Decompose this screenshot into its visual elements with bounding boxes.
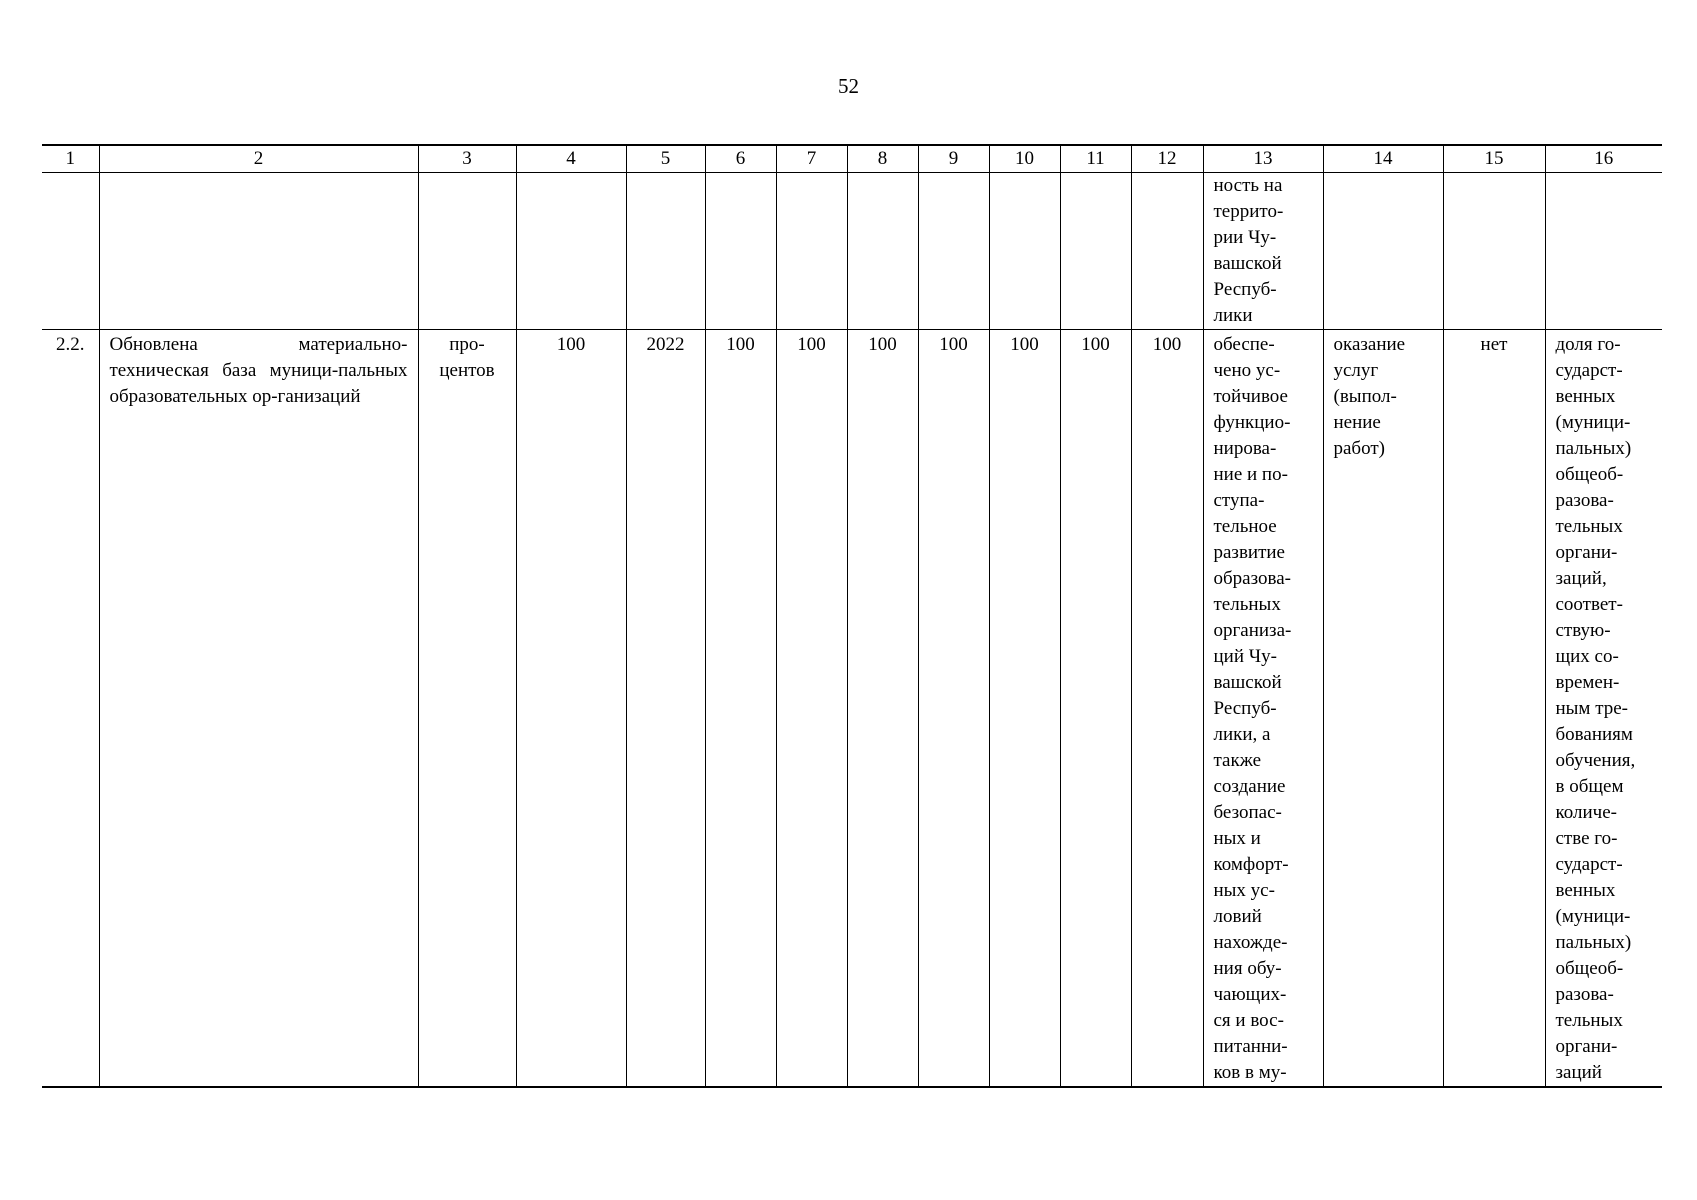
service-type-cell: оказание услуг (выпол- нение работ) bbox=[1323, 330, 1443, 1088]
column-header: 10 bbox=[989, 145, 1060, 173]
table-cell bbox=[1443, 173, 1545, 330]
page-number: 52 bbox=[838, 74, 859, 98]
table-cell bbox=[99, 173, 418, 330]
unit-cell: про- центов bbox=[418, 330, 516, 1088]
value-cell: 100 bbox=[989, 330, 1060, 1088]
column-header: 2 bbox=[99, 145, 418, 173]
table-row bbox=[42, 330, 1662, 1088]
result-description: обеспе- чено ус- тойчивое функцио- нирова- ние и по- ступа- тельное развитие образова- тельных организа- ций Чу- вашской Респуб- лики, а также создание безопас- ных и комфорт- ных ус- ловий нахожде- ния обу- чающих- ся и вос- питанни- ков в му- bbox=[1203, 330, 1323, 1088]
value-cell: 100 bbox=[1060, 330, 1131, 1088]
column-header: 9 bbox=[918, 145, 989, 173]
value-cell: 100 bbox=[918, 330, 989, 1088]
row-title: Обновлена материально-техническая база муници-пальных образовательных ор-ганизаций bbox=[99, 330, 418, 1088]
table-cell bbox=[705, 173, 776, 330]
table-cell bbox=[1131, 173, 1203, 330]
table-cell bbox=[418, 173, 516, 330]
table-cell bbox=[918, 173, 989, 330]
column-header: 15 bbox=[1443, 145, 1545, 173]
table-cell bbox=[847, 173, 918, 330]
value-cell: 100 bbox=[776, 330, 847, 1088]
table-cell bbox=[516, 173, 626, 330]
column-header: 14 bbox=[1323, 145, 1443, 173]
column-header: 4 bbox=[516, 145, 626, 173]
value-cell: 100 bbox=[705, 330, 776, 1088]
value-cell: 100 bbox=[516, 330, 626, 1088]
table-cell bbox=[626, 173, 705, 330]
year-cell: 2022 bbox=[626, 330, 705, 1088]
result-description-continued: ность на террито- рии Чу- вашской Респуб- лики bbox=[1203, 173, 1323, 330]
header-row bbox=[42, 145, 1662, 173]
column-header: 6 bbox=[705, 145, 776, 173]
table-cell bbox=[42, 173, 99, 330]
column-header: 1 bbox=[42, 145, 99, 173]
column-header: 16 bbox=[1545, 145, 1662, 173]
column-header: 3 bbox=[418, 145, 516, 173]
table-cell bbox=[776, 173, 847, 330]
value-cell: 100 bbox=[1131, 330, 1203, 1088]
indicators-table bbox=[42, 144, 1662, 1088]
column-header: 12 bbox=[1131, 145, 1203, 173]
column-header: 5 bbox=[626, 145, 705, 173]
value-cell: 100 bbox=[847, 330, 918, 1088]
table-cell bbox=[1060, 173, 1131, 330]
table-cell bbox=[1323, 173, 1443, 330]
table-cell bbox=[1545, 173, 1662, 330]
table-cell bbox=[989, 173, 1060, 330]
column-header: 7 bbox=[776, 145, 847, 173]
column-header: 13 bbox=[1203, 145, 1323, 173]
indicator-description: доля го- сударст- венных (муници- пальных) общеоб- разова- тельных органи- заций, соответ- ствую- щих со- времен- ным тре- бованиям обучения, в общем количе- стве го- сударст- венных (муници- пальных) общеоб- разова- тельных органи- заций bbox=[1545, 330, 1662, 1088]
column-header: 8 bbox=[847, 145, 918, 173]
row-number: 2.2. bbox=[42, 330, 99, 1088]
continuation-row bbox=[42, 173, 1662, 330]
column-header: 11 bbox=[1060, 145, 1131, 173]
flag-cell: нет bbox=[1443, 330, 1545, 1088]
